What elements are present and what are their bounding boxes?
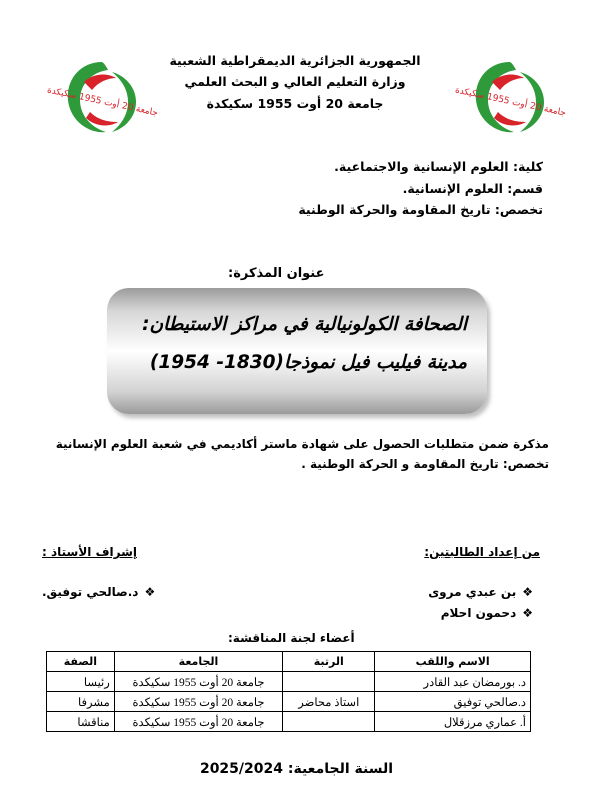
table-row	[47, 712, 531, 732]
column-header: الصفة	[47, 652, 115, 672]
ministry-name: وزارة التعليم العالي و البحث العلمي	[184, 74, 406, 89]
table-cell: جامعة 20 أوت 1955 سكيكدة	[114, 712, 282, 732]
table-cell	[283, 672, 375, 692]
thesis-title-line1: الصحافة الكولونيالية في مراكز الاستيطان:	[142, 314, 467, 335]
title-label: عنوان المذكرة:	[228, 266, 325, 281]
supervisor-name: ❖د.صالحي توفيق.	[42, 585, 156, 599]
column-header: الرتبة	[283, 652, 375, 672]
logo-text: جامعة 20 أوت 1955 سكيكدة	[454, 85, 567, 119]
supervisor-label: إشراف الأستاذ :	[42, 545, 137, 559]
university-logo-left	[46, 58, 159, 138]
column-header: الاسم واللقب	[375, 652, 531, 672]
college-line: كلية: العلوم الإنسانية والاجتماعية.	[334, 159, 543, 174]
column-header: الجامعة	[114, 652, 282, 672]
jury-label: أعضاء لجنة المناقشة:	[228, 631, 355, 645]
diamond-bullet-icon: ❖	[522, 606, 533, 620]
table-cell: جامعة 20 أوت 1955 سكيكدة	[114, 672, 282, 692]
thesis-title-box	[107, 288, 487, 414]
table-cell: مناقشا	[47, 712, 115, 732]
student-name: ❖دحمون احلام	[440, 606, 533, 620]
table-row	[47, 672, 531, 692]
table-cell: استاذ محاضر	[283, 692, 375, 712]
jury-table	[46, 651, 531, 732]
table-row	[47, 692, 531, 712]
table-header-row	[47, 652, 531, 672]
students-label: من إعداد الطالبتين:	[424, 545, 540, 559]
department-line: قسم: العلوم الإنسانية.	[402, 181, 543, 196]
table-cell: أ. عماري مرزقلال	[375, 712, 531, 732]
diamond-bullet-icon: ❖	[522, 585, 533, 599]
purpose-line1: مذكرة ضمن متطلبات الحصول على شهادة ماستر أكاديمي في شعبة العلوم الإنسانية	[55, 437, 549, 451]
university-logo-right	[454, 58, 567, 138]
student-name: ❖بن عبدي مروى	[428, 585, 533, 599]
purpose-line2: تخصص: تاريخ المقاومة و الحركة الوطنية .	[301, 457, 549, 471]
university-name: جامعة 20 أوت 1955 سكيكدة	[206, 96, 384, 111]
table-cell: جامعة 20 أوت 1955 سكيكدة	[114, 692, 282, 712]
table-cell: رئيسا	[47, 672, 115, 692]
table-cell	[283, 712, 375, 732]
thesis-title-line2: مدينة فيليب فيل نموذجا(1830- 1954)	[149, 352, 467, 373]
specialty-line: تخصص: تاريخ المقاومة والحركة الوطنية	[298, 202, 543, 217]
logo-text: جامعة 20 أوت 1955 سكيكدة	[46, 85, 159, 119]
table-cell: د.صالحي توفيق	[375, 692, 531, 712]
academic-year: السنة الجامعية: 2025/2024	[199, 761, 394, 777]
table-cell: مشرفا	[47, 692, 115, 712]
table-cell: د. بورمضان عبد القادر	[375, 672, 531, 692]
diamond-bullet-icon: ❖	[144, 585, 156, 599]
republic-name: الجمهورية الجزائرية الديمقراطية الشعبية	[169, 53, 421, 68]
